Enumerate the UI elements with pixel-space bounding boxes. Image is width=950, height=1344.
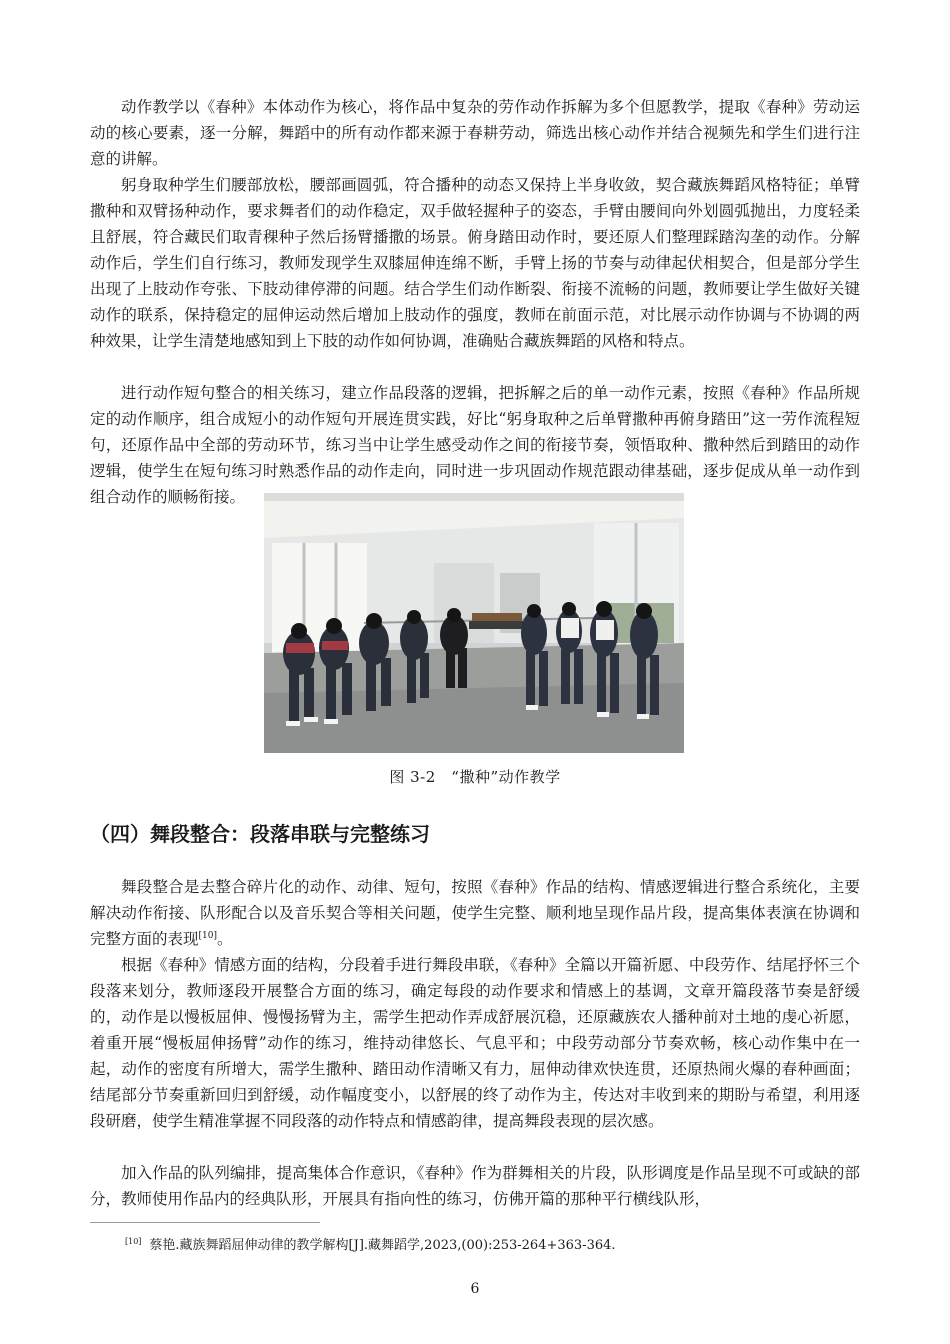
body-paragraph-2: 躬身取种学生们腰部放松，腰部画圆弧，符合播种的动态又保持上半身收敛，契合藏族舞蹈风格特征；单臂撒种和双臂扬种动作，要求舞者们的动作稳定，双手做轻握种子的姿态，手臂由腰间向外划圆弧抛出，力度轻柔且舒展，符合藏民们取青稞种子然后扬臂播撒的场景。俯身踏田动作时，要还原人们整理踩踏沟垄的动作。分解动作后，学生们自行练习，教师发现学生双膝屈伸连绵不断，手臂上扬的节奏与动律起伏相契合，但是部分学生出现了上肢动作夸张、下肢动律停滞的问题。结合学生们动作断裂、衔接不流畅的问题，教师要让学生做好关键动作的联系，保持稳定的屈伸运动然后增加上肢动作的强度，教师在前面示范，对比展示动作协调与不协调的两种效果，让学生清楚地感知到上下肢的动作如何协调，准确贴合藏族舞蹈的风格和特点。 (90, 176, 860, 350)
citation-mark: [10] (198, 930, 217, 941)
dance-class-photo (264, 493, 684, 753)
figure-caption: 图 3-2 “撒种”动作教学 (389, 768, 561, 786)
footnote-divider (90, 1222, 320, 1223)
page-number: 6 (470, 1281, 480, 1297)
section-paragraph-2: 根据《春种》情感方面的结构，分段着手进行舞段串联，《春种》全篇以开篇祈愿、中段劳作、结尾抒怀三个段落来划分，教师逐段开展整合方面的练习，确定每段的动作要求和情感上的基调，文章开篇段落节奏是舒缓的，动作是以慢板屈伸、慢慢扬臂为主，需学生把动作弄成舒展沉稳，还原藏族农人播种前对土地的虔心祈愿，着重开展“慢板屈伸扬臂”动作的练习，维持动律悠长、气息平和；中段劳动部分节奏欢畅，核心动作集中在一起，动作的密度有所增大，需学生撒种、踏田动作清晰又有力，屈伸动律欢快连贯，还原热闹火爆的春种画面；结尾部分节奏重新回归到舒缓，动作幅度变小，以舒展的终了动作为主，传达对丰收到来的期盼与希望，利用逐段研磨，使学生精准掌握不同段落的动作特点和情感韵律，提高舞段表现的层次感。 (90, 956, 860, 1130)
footnote (125, 1234, 616, 1253)
section-heading: （四）舞段整合：段落串联与完整练习 (90, 822, 430, 846)
body-paragraph-3: 进行动作短句整合的相关练习，建立作品段落的逻辑，把拆解之后的单一动作元素，按照《春种》作品所规定的动作顺序，组合成短小的动作短句开展连贯实践，好比“躬身取种之后单臂撒种再俯身踏田”这一劳作流程短句，还原作品中全部的劳动环节，练习当中让学生感受动作之间的衔接节奏，领悟取种、撒种然后到踏田的动作逻辑，使学生在短句练习时熟悉作品的动作走向，同时进一步巩固动作规范跟动律基础，逐步促成从单一动作到组合动作的顺畅衔接。 (90, 384, 860, 506)
section-paragraph-3: 加入作品的队列编排，提高集体合作意识，《春种》作为群舞相关的片段，队形调度是作品呈现不可或缺的部分，教师使用作品内的经典队形，开展具有指向性的练习，仿佛开篇的那种平行横线队形， (90, 1164, 860, 1208)
footnote-text: 蔡艳.藏族舞蹈屈伸动律的教学解构[J].藏舞蹈学,2023,(00):253-264+363-364. (149, 1238, 616, 1253)
body-paragraph-1: 动作教学以《春种》本体动作为核心，将作品中复杂的劳作动作拆解为多个但愿教学，提取《春种》劳动运动的核心要素，逐一分解，舞蹈中的所有动作都来源于春耕劳动，筛选出核心动作并结合视频先和学生们进行注意的讲解。 (90, 98, 860, 168)
section-paragraph-1: 舞段整合是去整合碎片化的动作、动律、短句，按照《春种》作品的结构、情感逻辑进行整合系统化，主要解决动作衔接、队形配合以及音乐契合等相关问题，使学生完整、顺利地呈现作品片段，提高集体表演在协调和完整方面的表现[10]。 (90, 878, 860, 948)
footnote-mark: [10] (125, 1236, 142, 1246)
